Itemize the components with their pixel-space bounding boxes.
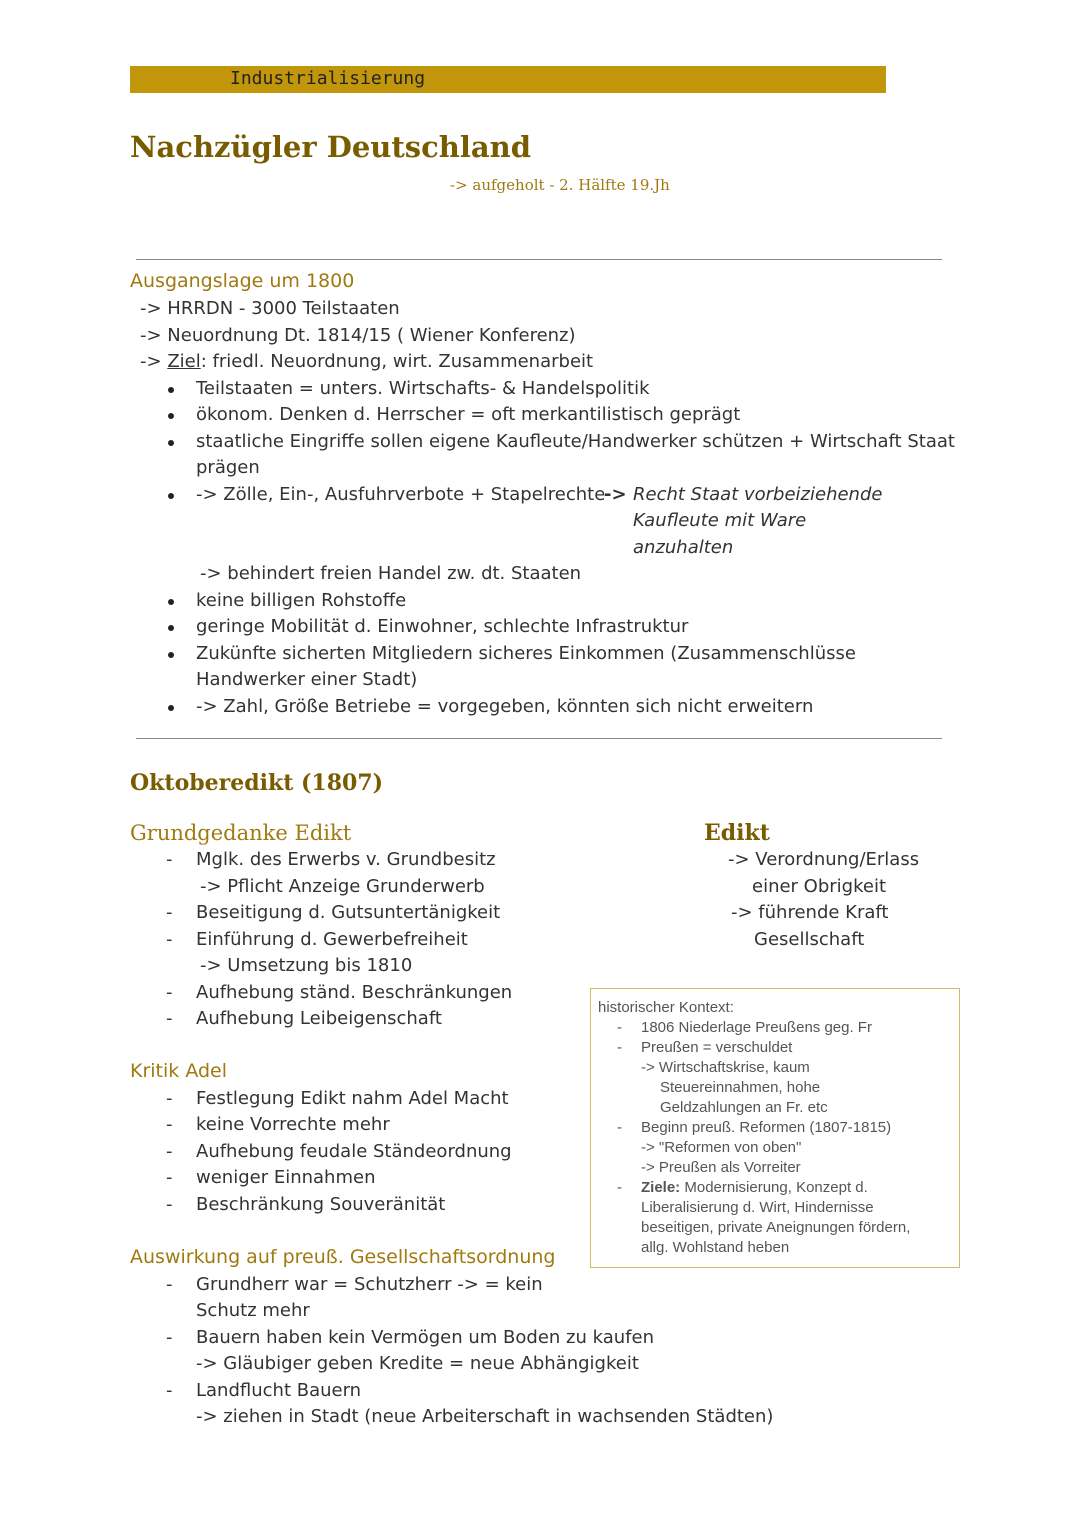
page-title: Nachzügler Deutschland xyxy=(130,130,532,164)
dash-item: - Mglk. des Erwerbs v. Grundbesitz xyxy=(196,847,496,874)
context-box xyxy=(590,988,960,1268)
context-line: Steuereinnahmen, hohe xyxy=(660,1079,821,1096)
context-line: -> Preußen als Vorreiter xyxy=(641,1159,801,1176)
bullet-item: -> Zölle, Ein-, Ausfuhrverbote + Stapelrechte xyxy=(196,482,605,509)
context-line: Geldzahlungen an Fr. etc xyxy=(660,1099,828,1116)
text-line: Schutz mehr xyxy=(196,1300,310,1321)
dash-item: - Bauern haben kein Vermögen um Boden zu kaufen xyxy=(196,1325,654,1352)
text-line: -> Gläubiger geben Kredite = neue Abhängigkeit xyxy=(196,1353,639,1374)
text-line: -> HRRDN - 3000 Teilstaaten xyxy=(140,298,400,319)
context-heading: historischer Kontext: xyxy=(598,999,734,1016)
context-item: - Preußen = verschuldet xyxy=(641,1038,792,1058)
ziel-prefix: -> xyxy=(140,351,168,372)
text-line: -> ziehen in Stadt (neue Arbeiterschaft in wachsenden Städten) xyxy=(196,1406,774,1427)
dash-item: - Grundherr war = Schutzherr -> = kein xyxy=(196,1272,543,1299)
subheading-edikt: Edikt xyxy=(704,820,770,846)
bullet-item: keine billigen Rohstoffe xyxy=(196,588,406,615)
text-line: einer Obrigkeit xyxy=(752,876,887,897)
dash-item: - Beseitigung d. Gutsuntertänigkeit xyxy=(196,900,500,927)
text-line: -> Verordnung/Erlass xyxy=(728,849,920,870)
dash-item: - Aufhebung feudale Ständeordnung xyxy=(196,1139,512,1166)
subheading-kritik: Kritik Adel xyxy=(130,1060,228,1082)
context-line: allg. Wohlstand heben xyxy=(641,1239,790,1256)
bullet-item: Zukünfte sicherten Mitgliedern sicheres Einkommen (Zusammenschlüsse xyxy=(196,641,856,668)
dash-item: - Aufhebung ständ. Beschränkungen xyxy=(196,980,512,1007)
bullet-item: Teilstaaten = unters. Wirtschafts- & Handelspolitik xyxy=(196,376,650,403)
bullet-item: staatliche Eingriffe sollen eigene Kaufleute/Handwerker schützen + Wirtschaft Staat xyxy=(196,429,955,456)
dash-item: - Beschränkung Souveränität xyxy=(196,1192,445,1219)
text-line: -> Pflicht Anzeige Grunderwerb xyxy=(200,876,485,897)
divider xyxy=(136,259,942,260)
bullet-continuation: prägen xyxy=(196,457,260,478)
context-line: -> Wirtschaftskrise, kaum xyxy=(641,1059,810,1076)
context-line: Liberalisierung d. Wirt, Hindernisse xyxy=(641,1199,874,1216)
section-heading-oktoberedikt: Oktoberedikt (1807) xyxy=(130,770,384,796)
bullet-continuation: Handwerker einer Stadt) xyxy=(196,669,418,690)
dash-item: - Landflucht Bauern xyxy=(196,1378,361,1405)
topic-label: Industrialisierung xyxy=(230,68,426,89)
page-subtitle: -> aufgeholt - 2. Hälfte 19.Jh xyxy=(450,176,670,194)
text-line: -> Neuordnung Dt. 1814/15 ( Wiener Konferenz) xyxy=(140,325,576,346)
context-ziele-text: Modernisierung, Konzept d. xyxy=(680,1179,868,1196)
bullet-item: -> Zahl, Größe Betriebe = vorgegeben, könnten sich nicht erweitern xyxy=(196,694,813,721)
divider xyxy=(136,738,942,739)
header-bar xyxy=(130,66,886,93)
context-item xyxy=(641,1178,868,1198)
note-line: anzuhalten xyxy=(633,537,734,558)
text-line: Gesellschaft xyxy=(754,929,865,950)
dash-item: - keine Vorrechte mehr xyxy=(196,1112,390,1139)
text-line: -> führende Kraft xyxy=(731,902,889,923)
bullet-item: ökonom. Denken d. Herrscher = oft merkantilistisch geprägt xyxy=(196,402,740,429)
note-line: Recht Staat vorbeiziehende xyxy=(633,484,883,505)
subheading-auswirkung: Auswirkung auf preuß. Gesellschaftsordnung xyxy=(130,1246,556,1268)
text-line: -> Umsetzung bis 1810 xyxy=(200,955,413,976)
context-item: - 1806 Niederlage Preußens geg. Fr xyxy=(641,1018,872,1038)
dash-item: - Aufhebung Leibeigenschaft xyxy=(196,1006,442,1033)
context-line: beseitigen, private Aneignungen fördern, xyxy=(641,1219,911,1236)
bullet-item: geringe Mobilität d. Einwohner, schlechte Infrastruktur xyxy=(196,614,688,641)
section-heading-ausgangslage: Ausgangslage um 1800 xyxy=(130,270,355,292)
subheading-grundgedanke: Grundgedanke Edikt xyxy=(130,821,352,845)
ziel-rest: : friedl. Neuordnung, wirt. Zusammenarbeit xyxy=(200,351,594,372)
context-line: -> "Reformen von oben" xyxy=(641,1139,802,1156)
context-ziele-label: Ziele: xyxy=(641,1179,681,1196)
ziel-word: Ziel xyxy=(167,351,201,372)
dash-item: - weniger Einnahmen xyxy=(196,1165,375,1192)
dash-item: - Einführung d. Gewerbefreiheit xyxy=(196,927,468,954)
context-item: - Beginn preuß. Reformen (1807-1815) xyxy=(641,1118,891,1138)
arrow-mark: -> xyxy=(604,484,627,505)
note-line: Kaufleute mit Ware xyxy=(633,510,807,531)
dash-item: - Festlegung Edikt nahm Adel Macht xyxy=(196,1086,509,1113)
ziel-line xyxy=(140,349,593,376)
text-line: -> behindert freien Handel zw. dt. Staaten xyxy=(200,563,582,584)
